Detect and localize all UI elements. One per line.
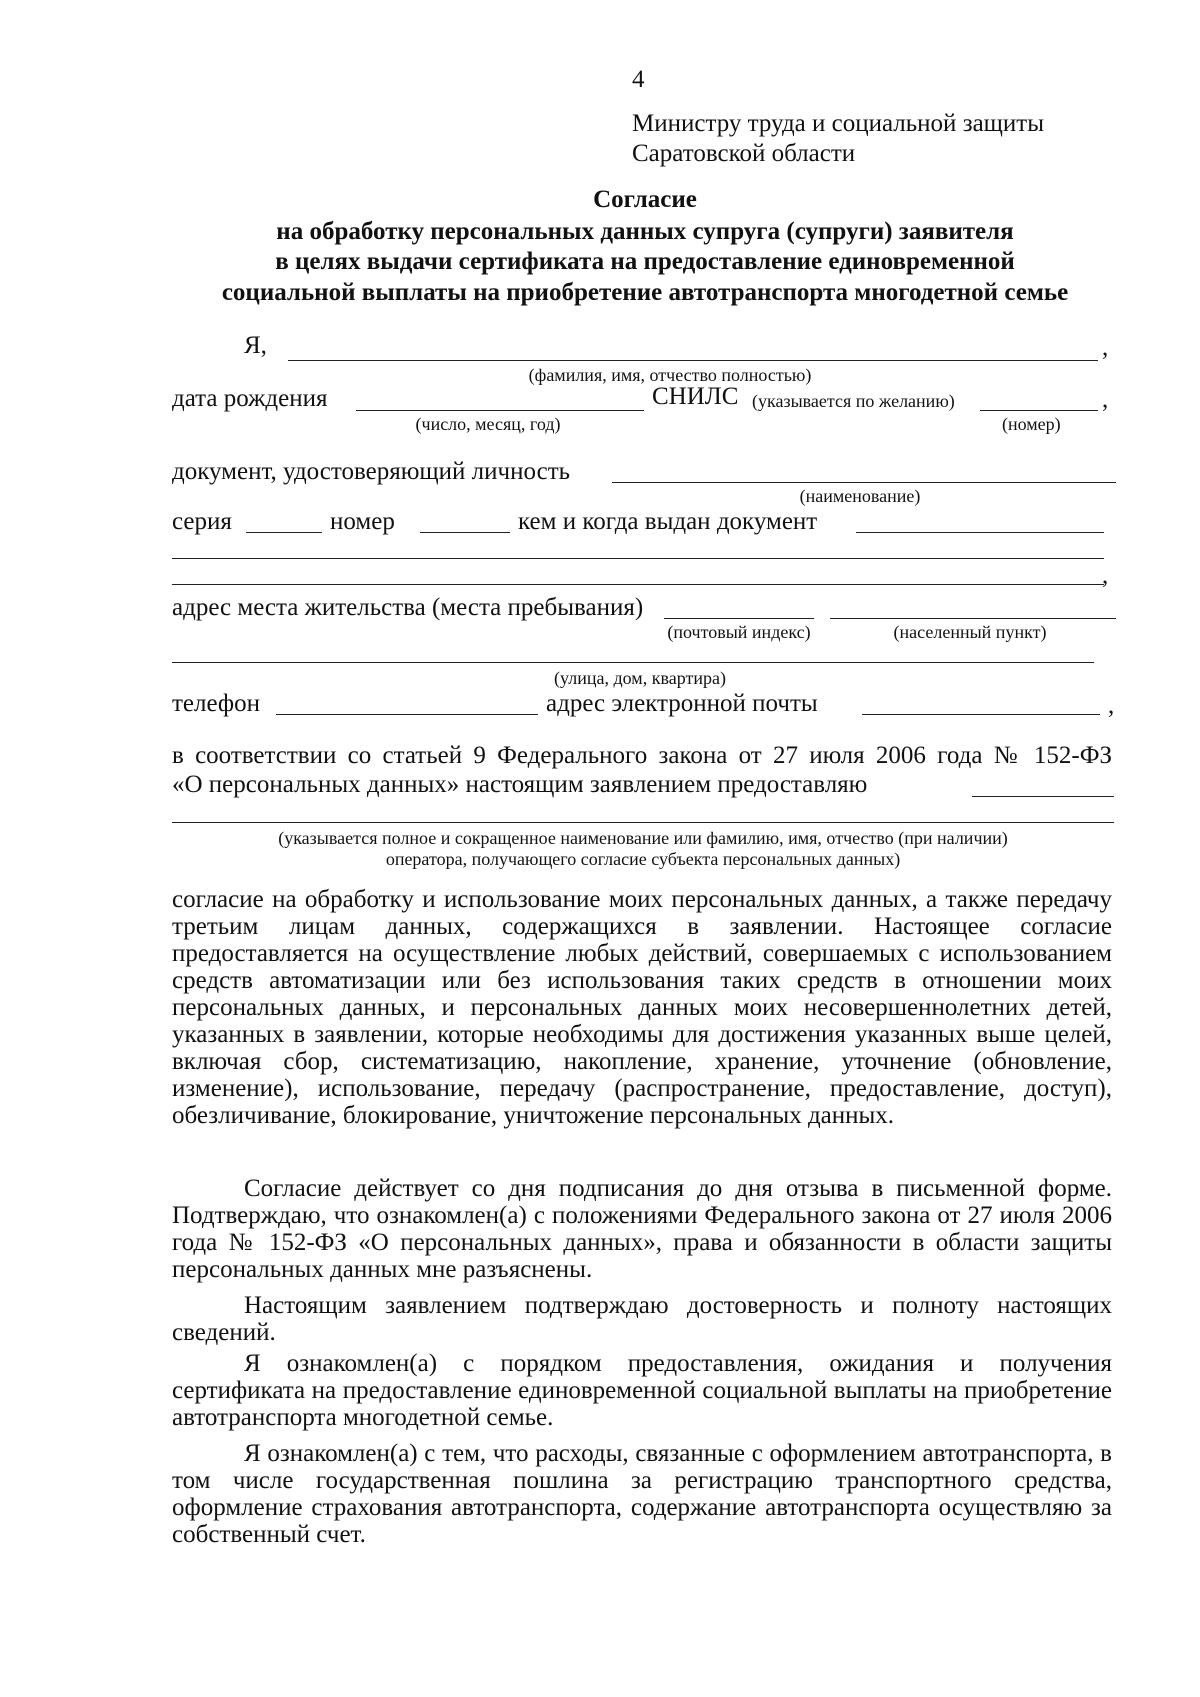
issued-by-continuation-line[interactable] [172, 584, 1104, 585]
operator-hint-line-2: оператора, получающего согласие субъекта персональных данных) [385, 849, 901, 869]
operator-hint-line-1: (указывается полное и сокращенное наименование или фамилию, имя, отчество (при наличии) [278, 828, 1008, 848]
street-address-hint: (улица, дом, квартира) [554, 668, 726, 688]
identity-document-line[interactable] [612, 482, 1116, 483]
operator-name-line[interactable] [972, 796, 1114, 797]
addressee-line-1: Министру труда и социальной защиты [632, 110, 1045, 137]
full-name-hint: (фамилия, имя, отчество полностью) [528, 365, 812, 385]
snils-number-line[interactable] [980, 410, 1098, 411]
operator-name-continuation-line[interactable] [172, 822, 1114, 823]
law-reference-line-1: в соответствии со статьей 9 Федерального закона от 27 июля 2006 года № 152-ФЗ [172, 742, 1112, 769]
document-subtitle-line-3: социальной выплаты на приобретение автотранспорта многодетной семье [221, 279, 1069, 306]
snils-optional-note: (указывается по желанию) [752, 391, 955, 411]
email-label: адрес электронной почты [546, 690, 818, 717]
locality-hint: (населенный пункт) [893, 622, 1047, 642]
comma: , [1102, 562, 1109, 589]
birth-date-label: дата рождения [172, 385, 328, 412]
birth-date-line[interactable] [356, 410, 644, 411]
issued-by-continuation-line[interactable] [172, 558, 1104, 559]
birth-date-hint: (число, месяц, год) [415, 414, 561, 434]
consent-paragraph: согласие на обработку и использование моих персональных данных, а также передачу третьим лицам данных, содержащихся в заявлении. Настоящее согласие предоставляется на осуществление любых действий, совершаемых с использованием средств автоматизации или без использования таких средств в отношении моих персональных данных, и персональных данных моих несовершеннолетних детей, указанных в заявлении, которые необходимы для достижения указанных выше целей, включая сбор, систематизацию, накопление, хранение, уточнение (обновление, изменение), использование, передачу (распространение, предоставление, доступ), обезличивание, блокирование, уничтожение персональных данных. [172, 886, 1112, 1129]
law-reference-line-2: «О персональных данных» настоящим заявлением предоставляю [172, 771, 868, 798]
street-address-line[interactable] [172, 662, 1094, 663]
document-title: Согласие [593, 186, 697, 213]
phone-line[interactable] [276, 714, 538, 715]
postal-code-hint: (почтовый индекс) [667, 622, 811, 642]
series-label: серия [172, 508, 232, 535]
email-line[interactable] [862, 714, 1100, 715]
postal-code-line[interactable] [664, 618, 814, 619]
snils-label: СНИЛС [652, 383, 739, 410]
identity-document-hint: (наименование) [799, 486, 921, 506]
document-subtitle-line-2: в целях выдачи сертификата на предоставление единовременной [275, 248, 1015, 275]
identity-document-label: документ, удостоверяющий личность [172, 458, 571, 485]
comma: , [1102, 386, 1109, 413]
document-subtitle-line-1: на обработку персональных данных супруга (супруги) заявителя [276, 218, 1014, 245]
number-line[interactable] [420, 532, 510, 533]
i-label: Я, [244, 332, 267, 359]
comma: , [1108, 692, 1115, 719]
addressee-line-2: Саратовской области [632, 140, 856, 167]
validity-paragraph: Согласие действует со дня подписания до дня отзыва в письменной форме. Подтверждаю, что ознакомлен(а) с положениями Федерального закона от 27 июля 2006 года № 152-ФЗ «О персональных данных», права и обязанности в области защиты персональных данных мне разъяснены. [172, 1175, 1112, 1283]
expenses-acknowledgement-paragraph: Я ознакомлен(а) с тем, что расходы, связанные с оформлением автотранспорта, в том числе государственная пошлина за регистрацию транспортного средства, оформление страхования автотранспорта, содержание автотранспорта осуществляю за собственный счет. [172, 1440, 1112, 1548]
page-number: 4 [632, 66, 645, 93]
series-line[interactable] [246, 532, 322, 533]
snils-number-hint: (номер) [1002, 414, 1061, 434]
issued-by-label: кем и когда выдан документ [518, 508, 818, 535]
full-name-line[interactable] [288, 360, 1098, 361]
phone-label: телефон [172, 690, 260, 717]
comma: , [1102, 334, 1109, 361]
confirmation-paragraph: Настоящим заявлением подтверждаю достоверность и полноту настоящих сведений. [172, 1292, 1112, 1346]
locality-line[interactable] [830, 618, 1116, 619]
number-label: номер [330, 508, 395, 535]
issued-by-line[interactable] [856, 532, 1104, 533]
residence-address-label: адрес места жительства (места пребывания) [172, 594, 644, 621]
procedure-acknowledgement-paragraph: Я ознакомлен(а) с порядком предоставления, ожидания и получения сертификата на предоставление единовременной социальной выплаты на приобретение автотранспорта многодетной семье. [172, 1350, 1112, 1431]
